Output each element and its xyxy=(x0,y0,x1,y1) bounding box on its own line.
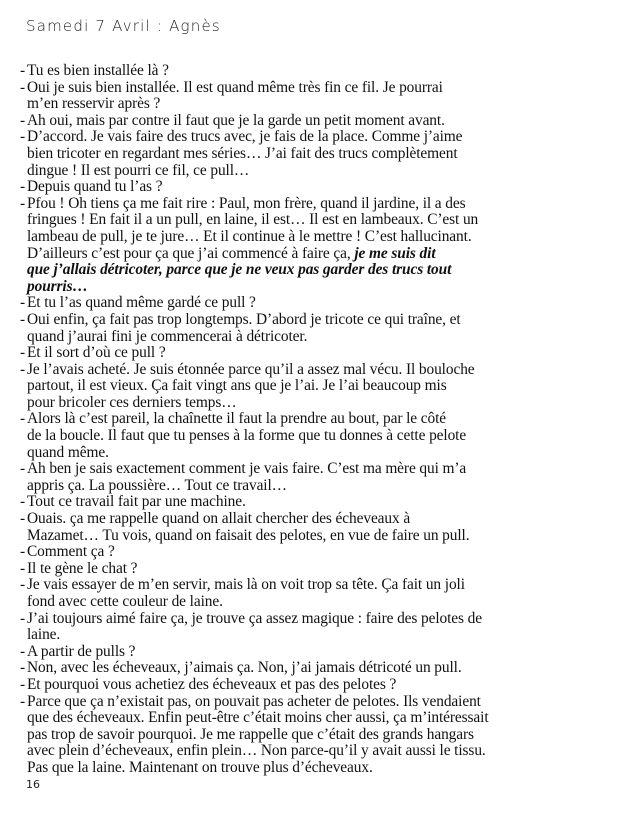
dialogue-dash: - xyxy=(20,111,26,129)
dialogue-line xyxy=(20,146,490,163)
dialogue-dash: - xyxy=(20,310,26,328)
dialogue-turn xyxy=(20,362,490,412)
dialogue-line xyxy=(20,312,490,329)
line-text: laine. xyxy=(27,626,61,644)
dialogue-turn xyxy=(20,611,490,644)
line-text: Tout ce travail fait par une machine. xyxy=(27,493,246,511)
dialogue-dash: - xyxy=(20,410,26,428)
dialogue-turn xyxy=(20,694,490,777)
line-text: quand même. xyxy=(27,443,109,461)
dialogue-line xyxy=(20,196,490,213)
line-text: Il te gène le chat ? xyxy=(27,559,138,577)
dialogue-turn xyxy=(20,461,490,494)
dialogue-line xyxy=(20,611,490,628)
line-text: quand j’aurai fini je commencerai à détricoter. xyxy=(27,327,308,345)
line-text: Comment ça ? xyxy=(27,543,115,561)
line-text: Ah ben je sais exactement comment je vais faire. C’est ma mère qui m’a xyxy=(27,460,467,478)
line-text: Et pourquoi vous achetiez des écheveaux et pas des pelotes ? xyxy=(27,675,397,693)
line-text: pour bricoler ces derniers temps… xyxy=(27,393,237,411)
line-text: Oui enfin, ça fait pas trop longtemps. D’abord je tricote ce qui traîne, et xyxy=(27,310,461,328)
dialogue-line xyxy=(20,262,490,279)
dialogue-line xyxy=(20,760,490,777)
dialogue-line xyxy=(20,395,490,412)
line-text: Ah oui, mais par contre il faut que je la garde un petit moment avant. xyxy=(27,111,445,129)
dialogue-line xyxy=(20,461,490,478)
dialogue-line xyxy=(20,229,490,246)
line-text: dingue ! Il est pourri ce fil, ce pull… xyxy=(27,161,250,179)
dialogue-turn xyxy=(20,196,490,296)
dialogue-line xyxy=(20,627,490,644)
dialogue-line xyxy=(20,528,490,545)
line-text: Alors là c’est pareil, la chaînette il faut la prendre au bout, par le côté xyxy=(27,410,446,428)
line-text: fringues ! En fait il a un pull, en laine, il est… Il est en lambeaux. C’est un xyxy=(27,211,479,229)
dialogue-line xyxy=(20,743,490,760)
dialogue-turn xyxy=(20,561,490,578)
line-text: Pas que la laine. Maintenant on trouve plus d’écheveaux. xyxy=(27,758,373,776)
line-text: Mazamet… Tu vois, quand on faisait des pelotes, en vue de faire un pull. xyxy=(27,526,470,544)
dialogue-line xyxy=(20,345,490,362)
page-number: 16 xyxy=(26,778,40,791)
dialogue-line xyxy=(20,594,490,611)
page-title: Samedi 7 Avril : Agnès xyxy=(26,17,221,35)
line-text: Et tu l’as quand même gardé ce pull ? xyxy=(27,294,256,312)
dialogue-line xyxy=(20,710,490,727)
line-text: J’ai toujours aimé faire ça, je trouve ça assez magique : faire des pelotes de xyxy=(27,609,483,627)
line-text: partout, il est vieux. Ça fait vingt ans que je l’ai. Je l’ai beaucoup mis xyxy=(27,377,447,395)
dialogue-line xyxy=(20,362,490,379)
dialogue-line xyxy=(20,727,490,744)
dialogue-dash: - xyxy=(20,543,26,561)
dialogue-dash: - xyxy=(20,642,26,660)
dialogue-line xyxy=(20,577,490,594)
dialogue-line xyxy=(20,279,490,296)
dialogue-turn xyxy=(20,63,490,80)
line-text: D’ailleurs c’est pour ça que j’ai commencé à faire ça, xyxy=(27,244,355,262)
dialogue-line xyxy=(20,113,490,130)
line-text: lambeau de pull, je te jure… Et il continue à le mettre ! C’est hallucinant. xyxy=(27,227,472,245)
line-text: Pfou ! Oh tiens ça me fait rire : Paul, mon frère, quand il jardine, il a des xyxy=(27,194,466,212)
dialogue-dash: - xyxy=(20,128,26,146)
dialogue-line xyxy=(20,428,490,445)
dialogue-dash: - xyxy=(20,78,26,96)
dialogue-line xyxy=(20,478,490,495)
dialogue-turn xyxy=(20,544,490,561)
dialogue-text xyxy=(20,63,490,777)
line-text: Ouais. ça me rappelle quand on allait chercher des écheveaux à xyxy=(27,510,411,528)
dialogue-dash: - xyxy=(20,559,26,577)
dialogue-line xyxy=(20,544,490,561)
dialogue-turn xyxy=(20,113,490,130)
dialogue-line xyxy=(20,378,490,395)
dialogue-dash: - xyxy=(20,344,26,362)
line-text: appris ça. La poussière… Tout ce travail… xyxy=(27,476,287,494)
dialogue-dash: - xyxy=(20,460,26,478)
line-text: Parce que ça n’existait pas, on pouvait pas acheter de pelotes. Ils vendaient xyxy=(27,692,481,710)
dialogue-line xyxy=(20,677,490,694)
dialogue-dash: - xyxy=(20,510,26,528)
dialogue-line xyxy=(20,80,490,97)
dialogue-dash: - xyxy=(20,194,26,212)
dialogue-turn xyxy=(20,494,490,511)
dialogue-dash: - xyxy=(20,62,26,79)
dialogue-line xyxy=(20,694,490,711)
line-text: m’en resservir après ? xyxy=(27,95,161,113)
dialogue-line xyxy=(20,63,490,80)
dialogue-turn xyxy=(20,295,490,312)
dialogue-turn xyxy=(20,660,490,677)
dialogue-line xyxy=(20,163,490,180)
dialogue-turn xyxy=(20,80,490,113)
dialogue-line xyxy=(20,494,490,511)
emphasis-text: pourris… xyxy=(27,277,88,295)
dialogue-line xyxy=(20,511,490,528)
dialogue-line xyxy=(20,445,490,462)
line-text: D’accord. Je vais faire des trucs avec, je fais de la place. Comme j’aime xyxy=(27,128,463,146)
line-text: fond avec cette couleur de laine. xyxy=(27,593,223,610)
line-text: de la boucle. Il faut que tu penses à la forme que tu donnes à cette pelote xyxy=(27,427,467,445)
dialogue-line xyxy=(20,96,490,113)
dialogue-turn xyxy=(20,511,490,544)
dialogue-dash: - xyxy=(20,360,26,378)
emphasis-text: je me suis dit xyxy=(354,244,436,262)
dialogue-line xyxy=(20,212,490,229)
dialogue-line xyxy=(20,660,490,677)
dialogue-dash: - xyxy=(20,609,26,627)
dialogue-dash: - xyxy=(20,692,26,710)
dialogue-line xyxy=(20,295,490,312)
dialogue-dash: - xyxy=(20,493,26,511)
dialogue-line xyxy=(20,329,490,346)
dialogue-dash: - xyxy=(20,178,26,196)
line-text: pas trop de savoir pourquoi. Je me rappelle que c’était des grands hangars xyxy=(27,725,474,743)
line-text: Non, avec les écheveaux, j’aimais ça. Non, j’ai jamais détricoté un pull. xyxy=(27,659,462,677)
dialogue-line xyxy=(20,644,490,661)
dialogue-dash: - xyxy=(20,576,26,594)
dialogue-turn xyxy=(20,345,490,362)
line-text: Depuis quand tu l’as ? xyxy=(27,178,163,196)
dialogue-line xyxy=(20,179,490,196)
dialogue-turn xyxy=(20,179,490,196)
line-text: Oui je suis bien installée. Il est quand même très fin ce fil. Je pourrai xyxy=(27,78,443,96)
line-text: Et il sort d’où ce pull ? xyxy=(27,344,166,362)
line-text: Je l’avais acheté. Je suis étonnée parce qu’il a assez mal vécu. Il bouloche xyxy=(27,360,475,378)
dialogue-turn xyxy=(20,411,490,461)
line-text: bien tricoter en regardant mes séries… J’ai fait des trucs complètement xyxy=(27,144,458,162)
dialogue-turn xyxy=(20,312,490,345)
dialogue-line xyxy=(20,411,490,428)
dialogue-turn xyxy=(20,129,490,179)
line-text: avec plein d’écheveaux, enfin plein… Non parce-qu’il y avait aussi le tissu. xyxy=(27,742,486,760)
dialogue-line xyxy=(20,246,490,263)
dialogue-dash: - xyxy=(20,659,26,677)
dialogue-dash: - xyxy=(20,675,26,693)
line-text: que des écheveaux. Enfin peut-être c’était moins cher aussi, ça m’intéressait xyxy=(27,709,489,727)
dialogue-line xyxy=(20,129,490,146)
line-text: A partir de pulls ? xyxy=(27,642,136,660)
dialogue-dash: - xyxy=(20,294,26,312)
dialogue-line xyxy=(20,561,490,578)
line-text: Je vais essayer de m’en servir, mais là on voit trop sa tête. Ça fait un joli xyxy=(27,576,465,594)
dialogue-turn xyxy=(20,677,490,694)
dialogue-turn xyxy=(20,644,490,661)
dialogue-turn xyxy=(20,577,490,610)
line-text: Tu es bien installée là ? xyxy=(27,62,169,79)
emphasis-text: que j’allais détricoter, parce que je ne veux pas garder des trucs tout xyxy=(27,261,452,279)
